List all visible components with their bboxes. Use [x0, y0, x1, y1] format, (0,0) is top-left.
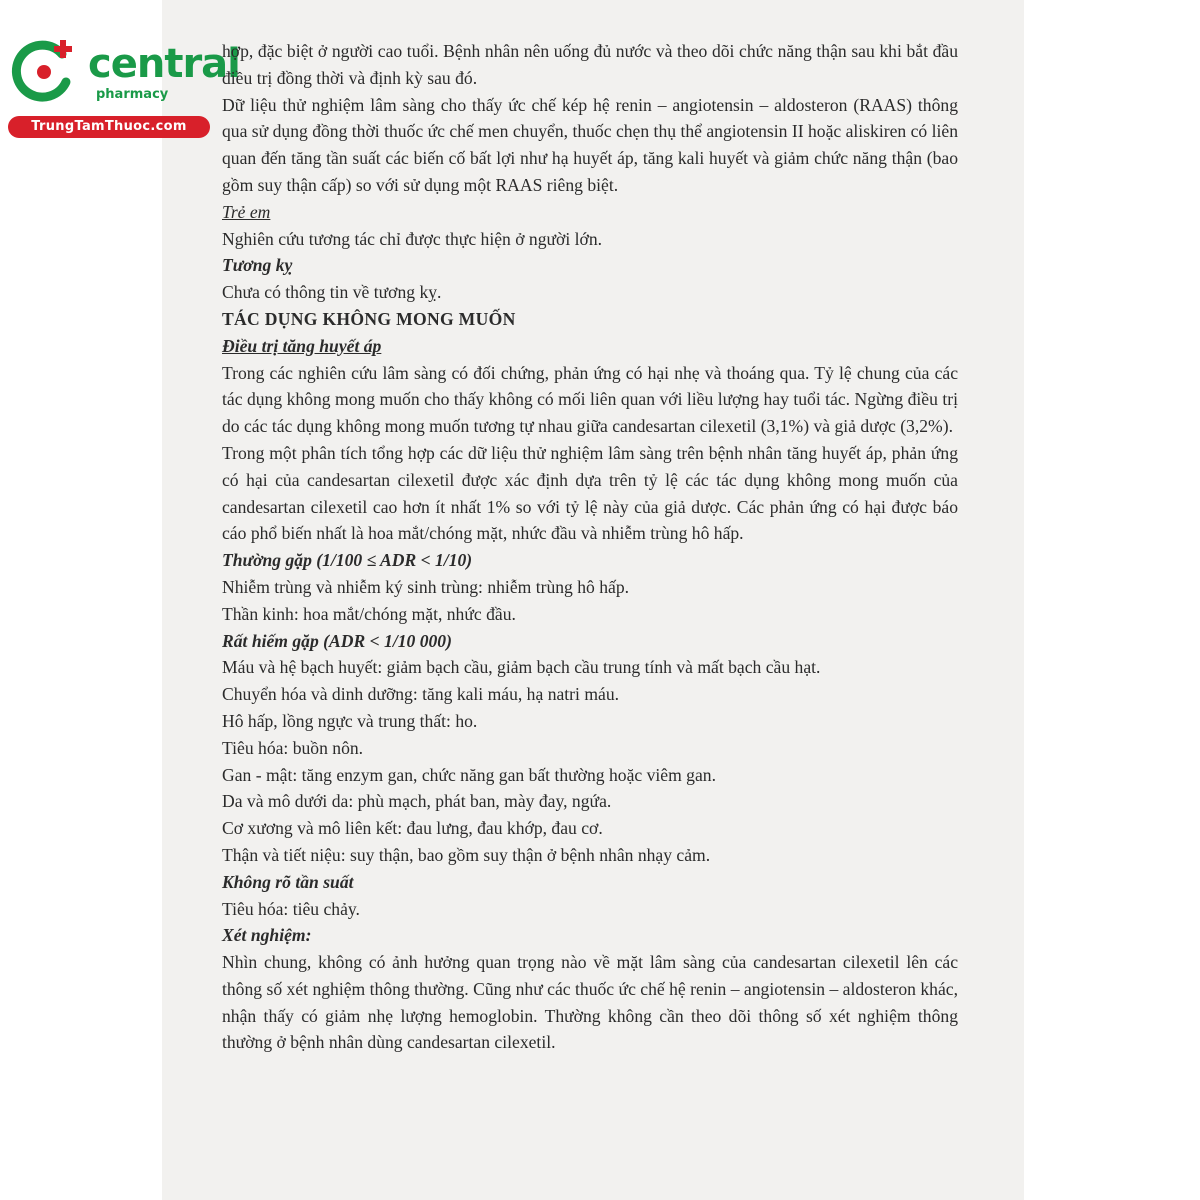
brand-name: central: [88, 41, 240, 87]
text-children: Nghiên cứu tương tác chỉ được thực hiện ở người lớn.: [222, 228, 603, 249]
list-item: Thần kinh: hoa mắt/chóng mặt, nhức đầu.: [222, 603, 516, 624]
brand-subtitle: pharmacy: [96, 87, 169, 102]
list-item: Gan - mật: tăng enzym gan, chức năng gan bất thường hoặc viêm gan.: [222, 764, 716, 785]
paragraph-clinical-studies: Trong các nghiên cứu lâm sàng có đối chứng, phản ứng có hại nhẹ và thoáng qua. Tỷ lệ chung của các tác dụng không mong muốn cho thấy không có mối liên quan với liều lượng hay tuổi tác. Ngừng điều trị do các tác dụng không mong muốn tương tự nhau giữa candesartan cilexetil (3,1%) và giả dược (3,2%).: [222, 362, 958, 437]
list-item: Tiêu hóa: tiêu chảy.: [222, 898, 360, 919]
section-heading-adverse-effects: TÁC DỤNG KHÔNG MONG MUỐN: [222, 308, 516, 329]
list-item: Thận và tiết niệu: suy thận, bao gồm suy thận ở bệnh nhân nhạy cảm.: [222, 844, 711, 865]
list-item: Chuyển hóa và dinh dưỡng: tăng kali máu, hạ natri máu.: [222, 684, 620, 705]
list-item: Máu và hệ bạch huyết: giảm bạch cầu, giảm bạch cầu trung tính và mất bạch cầu hạt.: [222, 657, 821, 678]
heading-lab-tests: Xét nghiệm:: [222, 925, 312, 946]
list-item: Cơ xương và mô liên kết: đau lưng, đau khớp, đau cơ.: [222, 818, 603, 839]
heading-common: Thường gặp (1/100 ≤ ADR < 1/10): [222, 550, 473, 571]
central-pharmacy-logo-icon: [10, 38, 78, 106]
list-item: Da và mô dưới da: phù mạch, phát ban, mày đay, ngứa.: [222, 791, 612, 812]
paragraph-lab-tests: Nhìn chung, không có ảnh hưởng quan trọng nào về mặt lâm sàng của candesartan cilexetil lên các thông số xét nghiệm thông thường. Cũng như các thuốc ức chế hệ renin – angiotensin – aldosteron khác, nhận thấy có giảm nhẹ lượng hemoglobin. Thường không cần theo dõi thông số xét nghiệm thông thường ở bệnh nhân dùng candesartan cilexetil.: [222, 952, 958, 1053]
document-body: [222, 38, 958, 1056]
list-item: Nhiễm trùng và nhiễm ký sinh trùng: nhiễm trùng hô hấp.: [222, 576, 630, 597]
heading-children: Trẻ em: [222, 201, 271, 222]
list-item: Tiêu hóa: buồn nôn.: [222, 737, 364, 758]
paragraph-raas: Dữ liệu thử nghiệm lâm sàng cho thấy ức chế kép hệ renin – angiotensin – aldosteron (RAAS) thông qua sử dụng đồng thời thuốc ức chế men chuyển, thuốc chẹn thụ thể angiotensin II hoặc aliskiren có liên quan đến tăng tần suất các biến cố bất lợi như hạ huyết áp, tăng kali huyết và giảm chức năng thận (bao gồm suy thận cấp) so với sử dụng một RAAS riêng biệt.: [222, 94, 958, 195]
brand-url-banner[interactable]: TrungTamThuoc.com: [8, 116, 210, 138]
heading-very-rare: Rất hiếm gặp (ADR < 1/10 000): [222, 630, 452, 651]
list-item: Hô hấp, lồng ngực và trung thất: ho.: [222, 710, 478, 731]
central-pharmacy-logo[interactable]: [8, 36, 240, 140]
heading-unknown-frequency: Không rõ tần suất: [222, 871, 354, 892]
text-incompatibility: Chưa có thông tin về tương kỵ.: [222, 282, 442, 303]
heading-incompatibility: Tương kỵ: [222, 255, 293, 276]
paragraph-hydration: hợp, đặc biệt ở người cao tuổi. Bệnh nhân nên uống đủ nước và theo dõi chức năng thận sau khi bắt đầu điều trị đồng thời và định kỳ sau đó.: [222, 41, 958, 88]
paragraph-meta-analysis: Trong một phân tích tổng hợp các dữ liệu thử nghiệm lâm sàng trên bệnh nhân tăng huyết áp, phản ứng có hại của candesartan cilexetil được xác định dựa trên tỷ lệ các tác dụng không mong muốn của candesartan cilexetil cao hơn ít nhất 1% so với tỷ lệ này của giả dược. Các phản ứng có hại được báo cáo phổ biến nhất là hoa mắt/chóng mặt, nhức đầu và nhiễm trùng hô hấp.: [222, 442, 958, 544]
heading-hypertension: Điều trị tăng huyết áp: [222, 335, 382, 356]
